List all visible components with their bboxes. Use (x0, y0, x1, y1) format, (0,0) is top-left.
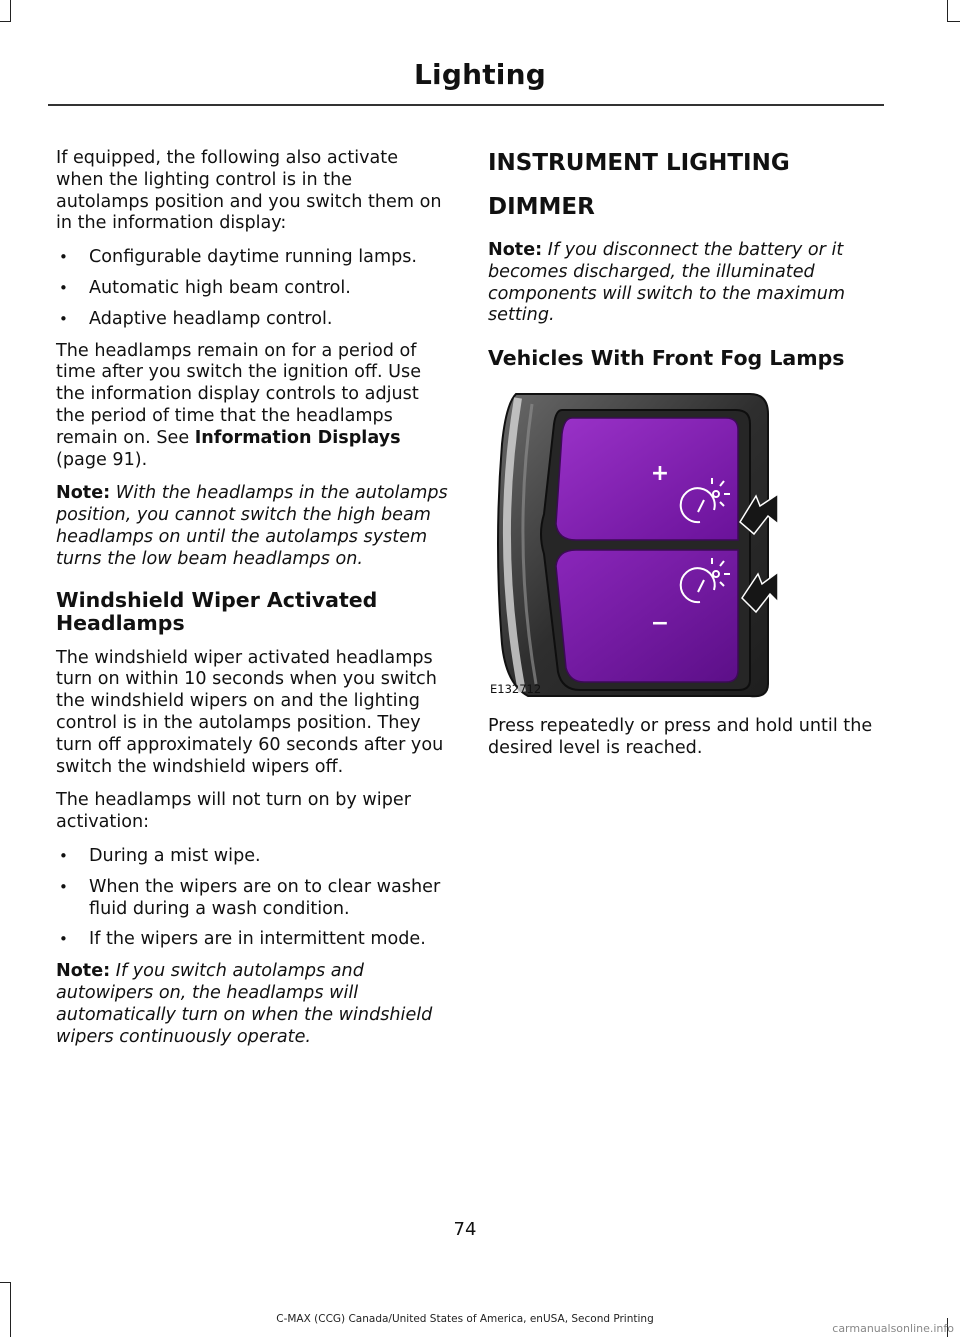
list-item: • Configurable daytime running lamps. (56, 247, 450, 269)
footer-text: C-MAX (CCG) Canada/United States of America, enUSA, Second Printing (276, 1313, 654, 1325)
section-heading-line: DIMMER (488, 194, 595, 220)
minus-label: − (650, 611, 670, 637)
list-item: • During a mist wipe. (56, 846, 450, 868)
dimmer-figure (488, 384, 778, 700)
page-number: 74 (453, 1219, 477, 1240)
crop-mark (947, 21, 960, 22)
brightness-up-button (556, 418, 738, 540)
wiper-not-paragraph: The headlamps will not turn on by wiper activation: (56, 790, 411, 833)
crop-mark (0, 1282, 11, 1283)
brightness-down-button (556, 550, 738, 682)
plus-label: + (650, 461, 670, 487)
intro-paragraph: If equipped, the following also activate when the lighting control is in the autolamps position and you switch them on in the information display: (56, 148, 442, 234)
note-text: With the headlamps in the autolamps position, you cannot switch the high beam headlamps on until the autolamps system turns the low beam headlamps on. (56, 483, 448, 569)
note-autolamps (56, 483, 450, 570)
dimmer-switch-illustration (488, 384, 778, 700)
note-text: If you switch autolamps and autowipers on, the headlamps will automatically turn on when the windshield wipers continuously operate. (56, 961, 433, 1047)
list-item: • If the wipers are in intermittent mode. (56, 929, 450, 951)
note-text: If you disconnect the battery or it becomes discharged, the illuminated components will switch to the maximum setting. (488, 240, 846, 326)
cross-reference-link[interactable]: Information Displays (194, 427, 401, 448)
note-label: Note: (488, 240, 543, 260)
note-label: Note: (56, 483, 111, 504)
note-label: Note: (56, 961, 111, 982)
note-autowipers (56, 961, 450, 1048)
right-column (488, 148, 888, 772)
list-item: • Adaptive headlamp control. (56, 309, 450, 331)
remain-paragraph (56, 341, 450, 472)
remain-text: The headlamps remain on for a period of time after you switch the ignition off. Use the information display controls to adjust the period of time that the headlamps remain on. See (56, 340, 422, 448)
crop-mark (0, 21, 11, 22)
fog-lamps-heading: Vehicles With Front Fog Lamps (488, 346, 845, 371)
list-item: • Automatic high beam control. (56, 278, 450, 300)
figure-code: E132712 (490, 682, 542, 697)
intro-bullet-list (56, 247, 450, 330)
remain-page-ref: (page 91). (56, 449, 148, 470)
crop-mark (10, 0, 11, 22)
left-column (56, 148, 450, 1060)
header-rule (48, 104, 884, 106)
crop-mark (10, 1282, 11, 1337)
watermark: carmanualsonline.info (832, 1322, 954, 1335)
wiper-bullet-list (56, 846, 450, 951)
wiper-heading: Windshield Wiper Activated Headlamps (56, 587, 378, 635)
press-paragraph: Press repeatedly or press and hold until the desired level is reached. (488, 716, 873, 758)
wiper-paragraph: The windshield wiper activated headlamps turn on within 10 seconds when you switch the windshield wipers on and the lighting control is in the autolamps position. They turn off approximately 60 seconds after you switch the windshield wipers off. (56, 647, 444, 777)
crop-mark (947, 0, 948, 22)
page-title: Lighting (414, 58, 546, 91)
note-battery (488, 240, 888, 327)
section-heading-line: INSTRUMENT LIGHTING (488, 150, 790, 176)
section-heading (488, 148, 888, 222)
list-item: • When the wipers are on to clear washer fluid during a wash condition. (56, 877, 450, 921)
